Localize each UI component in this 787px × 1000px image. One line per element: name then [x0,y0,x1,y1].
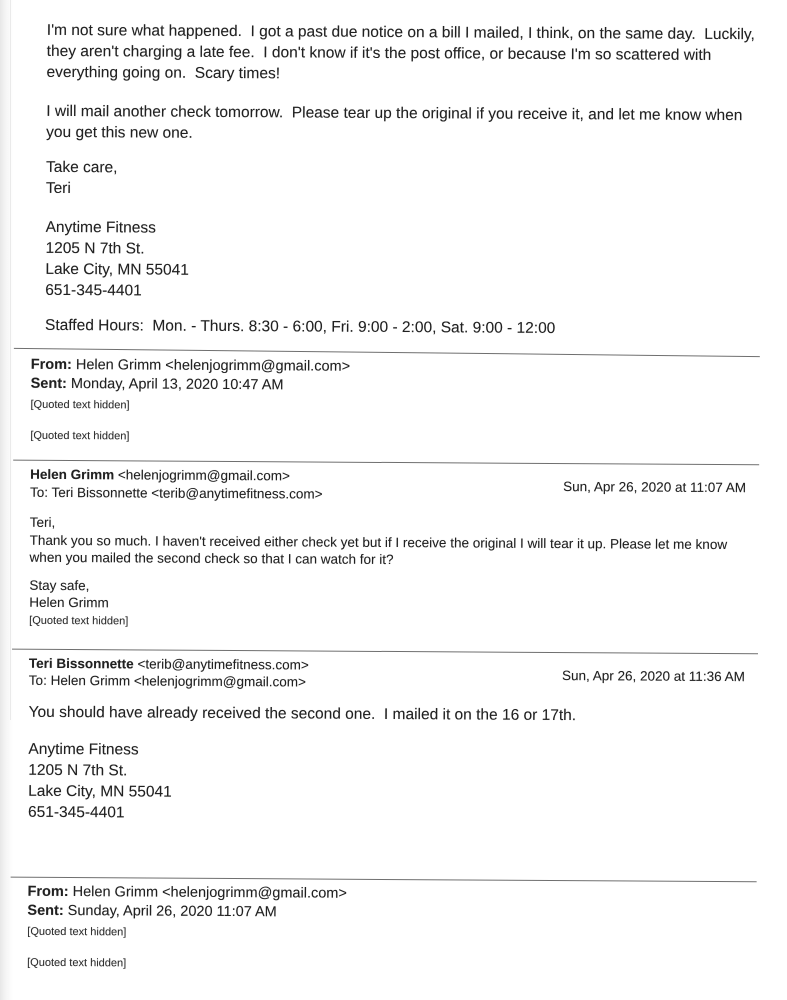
message-paragraph: You should have already received the second one. I mailed it on the 16 or 17th. [28,703,577,724]
thread-lower [27,350,755,975]
closing-line: Take care, [45,158,118,177]
quoted-text-hidden: [Quoted text hidden] [29,614,129,627]
sender-email: <terib@anytimefitness.com> [137,655,309,672]
message-header [29,654,753,693]
quoted-text-hidden: [Quoted text hidden] [27,925,127,938]
quoted-text-hidden: [Quoted text hidden] [27,956,127,969]
sent-label: Sent: [27,902,64,919]
sent-line [31,375,755,398]
greeting-line: Teri, [29,514,56,530]
sender-line [30,466,323,485]
quoted-text-hidden: [Quoted text hidden] [30,429,130,443]
closing-block [29,576,753,615]
sender-name: Teri Bissonnette [28,655,134,671]
message-body [30,514,754,571]
from-value: Helen Grimm <helenjogrimm@gmail.com> [72,883,347,902]
closing-line: Stay safe, [29,577,90,593]
from-value: Helen Grimm <helenjogrimm@gmail.com> [75,357,351,375]
sent-line [27,901,751,924]
signer-name: Helen Grimm [29,594,109,611]
sender-name: Helen Grimm [30,466,115,483]
sent-value: Monday, April 13, 2020 10:47 AM [70,376,284,394]
message-top [44,20,760,340]
signature-company: Anytime Fitness [28,740,139,758]
recipient-line: To: Helen Grimm <helenjogrimm@gmail.com> [28,672,306,690]
separator-rule [12,648,758,654]
signature-street: 1205 N 7th St. [28,761,128,779]
message-date: Sun, Apr 26, 2020 at 11:07 AM [563,479,747,496]
signature-company: Anytime Fitness [45,218,156,237]
from-label: From: [30,356,72,374]
from-label: From: [27,883,69,900]
sender-line [29,654,309,673]
signature-block [45,217,755,305]
message-date: Sun, Apr 26, 2020 at 11:36 AM [561,667,745,684]
sent-label: Sent: [30,375,67,393]
signature-city: Lake City, MN 55041 [45,260,189,279]
signature-block [28,738,752,826]
sent-value: Sunday, April 26, 2020 11:07 AM [67,902,277,920]
quoted-header-2 [27,882,752,974]
message-paragraph: Thank you so much. I haven't received either check yet but if I receive the original I will tear it up. Please let me know when you mailed the second check so that I can watch for it? [29,532,731,568]
closing-block [46,157,756,203]
recipient-line: To: Teri Bissonnette <terib@anytimefitness.com> [29,484,323,502]
quoted-header-1 [30,356,755,448]
sender-email: <helenjogrimm@gmail.com> [117,467,290,484]
signature-phone: 651-345-4401 [27,803,125,821]
separator-rule [13,460,759,466]
signature-phone: 651-345-4401 [45,281,142,300]
message-paragraph: I'm not sure what happened. I got a past due notice on a bill I mailed, I think, on the same day. Luckily, they aren't charging a late fee. I don't know if it's the post office, or because I'm so scattered with everything going on. Scary times! [46,21,760,83]
sender-name: Teri [45,179,71,198]
header-left [30,466,323,503]
staffed-hours-line: Staffed Hours: Mon. - Thurs. 8:30 - 6:00, Fri. 9:00 - 2:00, Sat. 9:00 - 12:00 [44,316,556,337]
message-teri [28,654,753,826]
separator-rule [11,876,757,882]
signature-city: Lake City, MN 55041 [28,782,172,801]
signature-street: 1205 N 7th St. [45,239,145,258]
message-helen [29,466,754,633]
quoted-text-hidden: [Quoted text hidden] [30,398,130,412]
message-header [30,466,754,505]
message-paragraph: I will mail another check tomorrow. Please tear up the original if you receive it, and let me know when you get this new one. [46,102,747,142]
header-left [29,654,309,691]
